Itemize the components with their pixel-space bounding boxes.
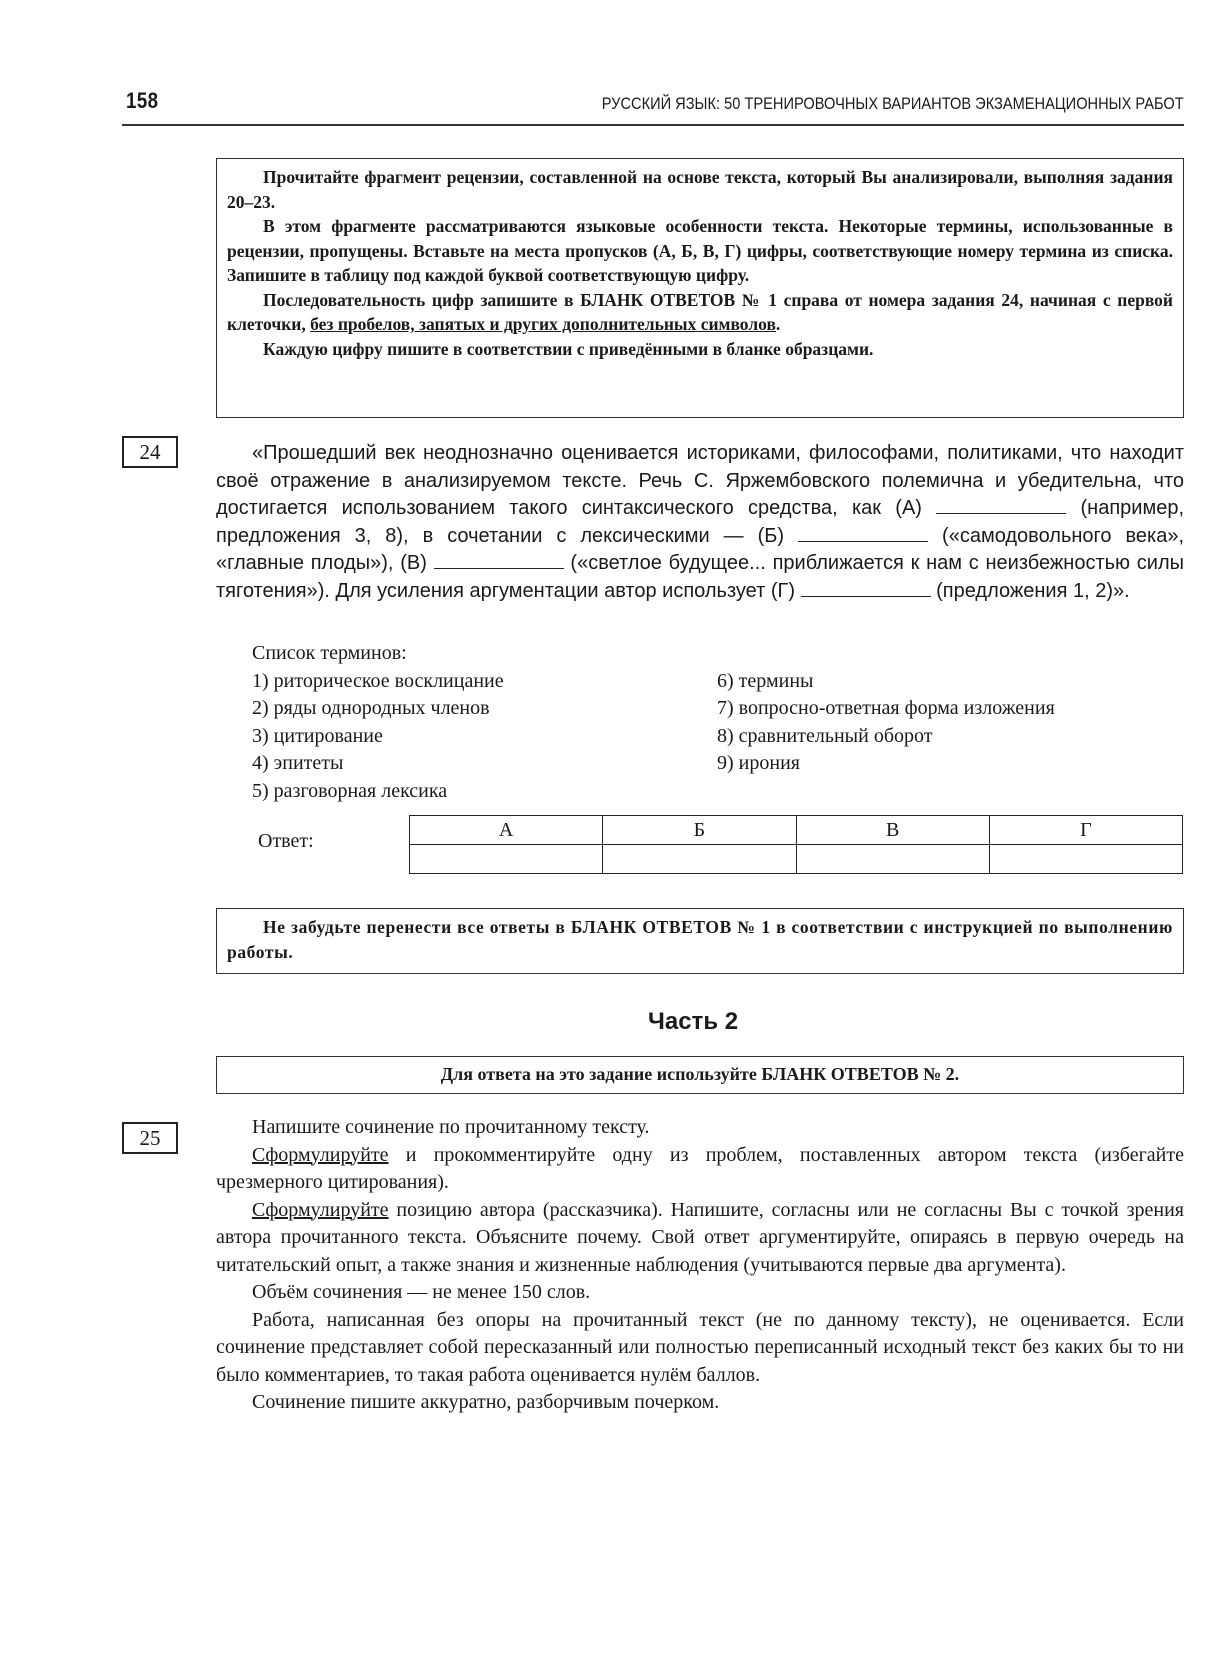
answer-cell-v[interactable]	[796, 845, 989, 874]
review-text: «Прошедший век неоднозначно оценивается историками, философами, политиками, что находит своё отражение в анализируемом тексте. Речь С. Яржембовского полемична и убедительна, что достигается использованием такого синтаксического средства, как (А)	[216, 442, 1184, 519]
terms-title: Список терминов:	[252, 642, 407, 664]
instruction-paragraph: Прочитайте фрагмент рецензии, составленной на основе текста, который Вы анализировали, выполняя задания 20–23.	[227, 167, 1173, 212]
part-title: Часть 2	[648, 1008, 739, 1035]
task25-paragraph: Сочинение пишите аккуратно, разборчивым почерком.	[252, 1391, 720, 1413]
instructions-box	[216, 158, 1184, 418]
answer-column-header: Г	[989, 816, 1182, 845]
terms-list	[252, 640, 1182, 805]
review-text: («светлое будущее... приближается к нам с неизбежностью силы тяготения»). Для усиления аргументации автор использует (Г)	[216, 552, 1185, 602]
task25-text-span: и прокомментируйте одну из проблем, поставленных автором текста (избегайте чрезмерного цитирования).	[216, 1143, 1184, 1193]
instruction-text: .	[775, 314, 781, 334]
task25-paragraph: Работа, написанная без опоры на прочитанный текст (не по данному тексту), не оценивается. Если сочинение представляет собой пересказанный или полностью переписанный исходный текст без каких бы то ни было комментариев, то такая работа оценивается нулём баллов.	[216, 1308, 1184, 1386]
running-title: РУССКИЙ ЯЗЫК: 50 ТРЕНИРОВОЧНЫХ ВАРИАНТОВ ЭКЗАМЕНАЦИОННЫХ РАБОТ	[602, 94, 1184, 113]
blank-v	[434, 554, 564, 569]
term-item: 3) цитирование	[252, 724, 383, 747]
term-item: 7) вопросно-ответная форма изложения	[717, 697, 1055, 719]
task25-text	[216, 1114, 1184, 1417]
task25-paragraph: Напишите сочинение по прочитанному тексту.	[252, 1116, 650, 1138]
part2-instruction-box: Для ответа на это задание используйте БЛАНК ОТВЕТОВ № 2.	[216, 1056, 1184, 1094]
underlined-word: Сформулируйте	[252, 1198, 389, 1221]
term-item: 2) ряды однородных членов	[252, 697, 490, 719]
reminder-text: Не забудьте перенести все ответы в БЛАНК ОТВЕТОВ № 1 в соответствии с инструкцией по выполнению работы.	[227, 917, 1173, 962]
task-number-25: 25	[122, 1122, 178, 1154]
instruction-text: Последовательность цифр запишите в БЛАНК ОТВЕТОВ № 1 справа от номера задания 24, начиная с первой клеточки,	[227, 289, 1173, 334]
review-text: (например, предложения 3, 8), в сочетании с лексическими — (Б)	[216, 497, 1185, 547]
review-text: (предложения 1, 2)».	[930, 579, 1130, 602]
term-item: 1) риторическое восклицание	[252, 669, 504, 692]
task24-review-text	[216, 440, 1184, 605]
task-number-24: 24	[122, 436, 178, 468]
answer-column-header: Б	[603, 816, 796, 845]
term-item: 4) эпитеты	[252, 752, 344, 774]
instruction-paragraph: В этом фрагменте рассматриваются языковые особенности текста. Некоторые термины, использованные в рецензии, пропущены. Вставьте на места пропусков (А, Б, В, Г) цифры, соответствующие номеру термина из списка. Запишите в таблицу под каждой буквой соответствующую цифру.	[227, 216, 1173, 285]
blank-a	[936, 499, 1066, 514]
blank-b	[798, 527, 928, 542]
answer-column-header: А	[410, 816, 603, 845]
review-text: («самодовольного века», «главные плоды»), (В)	[216, 524, 1184, 574]
term-item: 8) сравнительный оборот	[717, 724, 933, 747]
blank-g	[801, 582, 931, 597]
reminder-box	[216, 908, 1184, 974]
terms-column-left	[252, 668, 717, 806]
task25-text-span: позицию автора (рассказчика). Напишите, согласны или не согласны Вы с точкой зрения автора прочитанного текста. Объясните почему. Свой ответ аргументируйте, опираясь в первую очередь на читательский опыт, а также знания и жизненные наблюдения (учитываются первые два аргумента).	[216, 1198, 1184, 1276]
instruction-paragraph	[227, 288, 1173, 337]
task25-paragraph	[216, 1197, 1184, 1280]
term-item: 5) разговорная лексика	[252, 779, 448, 802]
instruction-paragraph: Каждую цифру пишите в соответствии с приведёнными в бланке образцами.	[263, 338, 874, 359]
answer-table	[409, 815, 1183, 874]
term-item: 9) ирония	[717, 752, 800, 774]
answer-cell-b[interactable]	[603, 845, 796, 874]
page-number: 158	[126, 88, 159, 113]
answer-cell-a[interactable]	[410, 845, 603, 874]
task25-paragraph: Объём сочинения — не менее 150 слов.	[252, 1281, 591, 1303]
task25-paragraph	[216, 1142, 1184, 1197]
answer-column-header: В	[796, 816, 989, 845]
instruction-underlined-text: без пробелов, запятых и других дополнительных символов	[310, 314, 776, 334]
underlined-word: Сформулируйте	[252, 1143, 389, 1166]
answer-label: Ответ:	[258, 830, 314, 852]
page-header	[122, 84, 1184, 126]
answer-cell-g[interactable]	[989, 845, 1182, 874]
term-item: 6) термины	[717, 669, 814, 692]
terms-column-right	[717, 668, 1182, 806]
